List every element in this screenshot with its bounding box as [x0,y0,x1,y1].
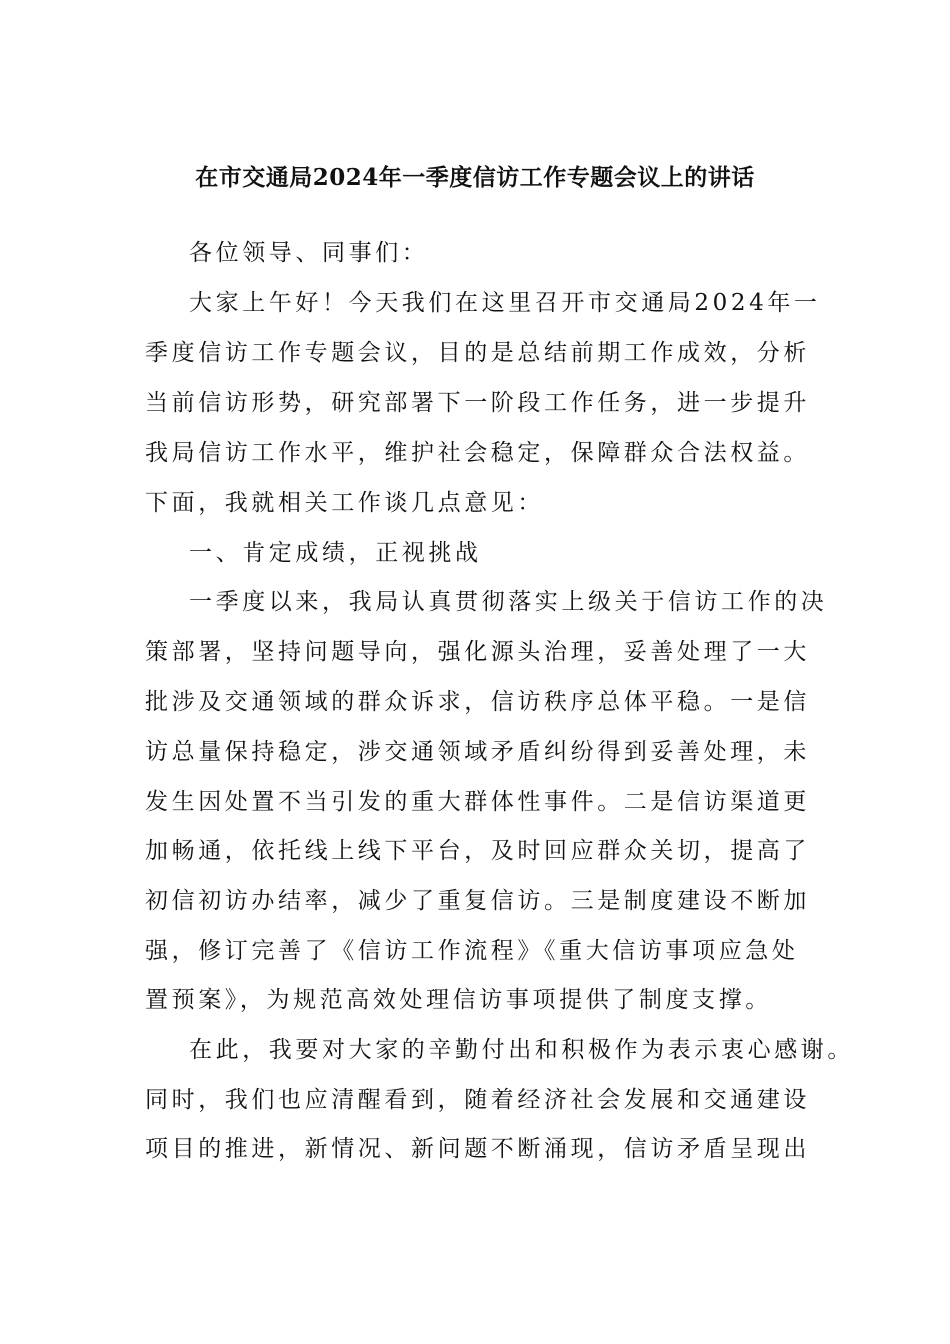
line-text: 强，修订完善了《信访工作流程》《重大信访事项应急处 [145,938,799,964]
line-text: 发生因处置不当引发的重大群体性事件。二是信访渠道更 [145,789,810,815]
text-line [0,580,950,624]
text-line [0,929,950,973]
text-line [0,1078,950,1122]
line-text: 项目的推进，新情况、新问题不断涌现，信访矛盾呈现出 [145,1136,810,1162]
text-line [0,381,950,425]
line-text: 置预案》，为规范高效处理信访事项提供了制度支撑。 [145,987,772,1013]
line-text: 各位领导、同事们： [189,240,429,266]
text-line [0,978,950,1022]
text-line [0,680,950,724]
text-line [0,331,950,375]
line-text: 在此，我要对大家的辛勤付出和积极作为表示衷心感谢。 [189,1037,854,1063]
line-text: 批涉及交通领域的群众诉求，信访秩序总体平稳。一是信 [145,689,810,715]
text-line [0,630,950,674]
text-line [0,1127,950,1171]
line-text: 策部署，坚持问题导向，强化源头治理，妥善处理了一大 [145,639,810,665]
text-line [0,1028,950,1072]
line-text: 当前信访形势，研究部署下一阶段工作任务，进一步提升 [145,390,810,416]
line-text: 初信初访办结率，减少了重复信访。三是制度建设不断加 [145,888,810,914]
text-line [0,481,950,525]
line-text: 季度信访工作专题会议，目的是总结前期工作成效，分析 [145,340,810,366]
text-line [0,281,950,325]
line-text: 我局信访工作水平，维护社会稳定，保障群众合法权益。 [145,440,810,466]
text-line [0,879,950,923]
line-text: 加畅通，依托线上线下平台，及时回应群众关切，提高了 [145,838,810,864]
document-title: 在市交通局2024年一季度信访工作专题会议上的讲话 [195,164,755,191]
line-text: 大家上午好！今天我们在这里召开市交通局2024年一 [189,290,821,316]
line-text: 一季度以来，我局认真贯彻落实上级关于信访工作的决 [189,589,828,615]
line-text: 一、肯定成绩，正视挑战 [189,540,482,566]
text-line [0,829,950,873]
section-heading [0,531,950,575]
line-text: 同时，我们也应清醒看到，随着经济社会发展和交通建设 [145,1087,810,1113]
text-line [0,231,950,275]
line-text: 下面，我就相关工作谈几点意见： [145,490,544,516]
text-line [0,730,950,774]
text-line [0,780,950,824]
text-line [0,431,950,475]
line-text: 访总量保持稳定，涉交通领域矛盾纠纷得到妥善处理，未 [145,739,810,765]
